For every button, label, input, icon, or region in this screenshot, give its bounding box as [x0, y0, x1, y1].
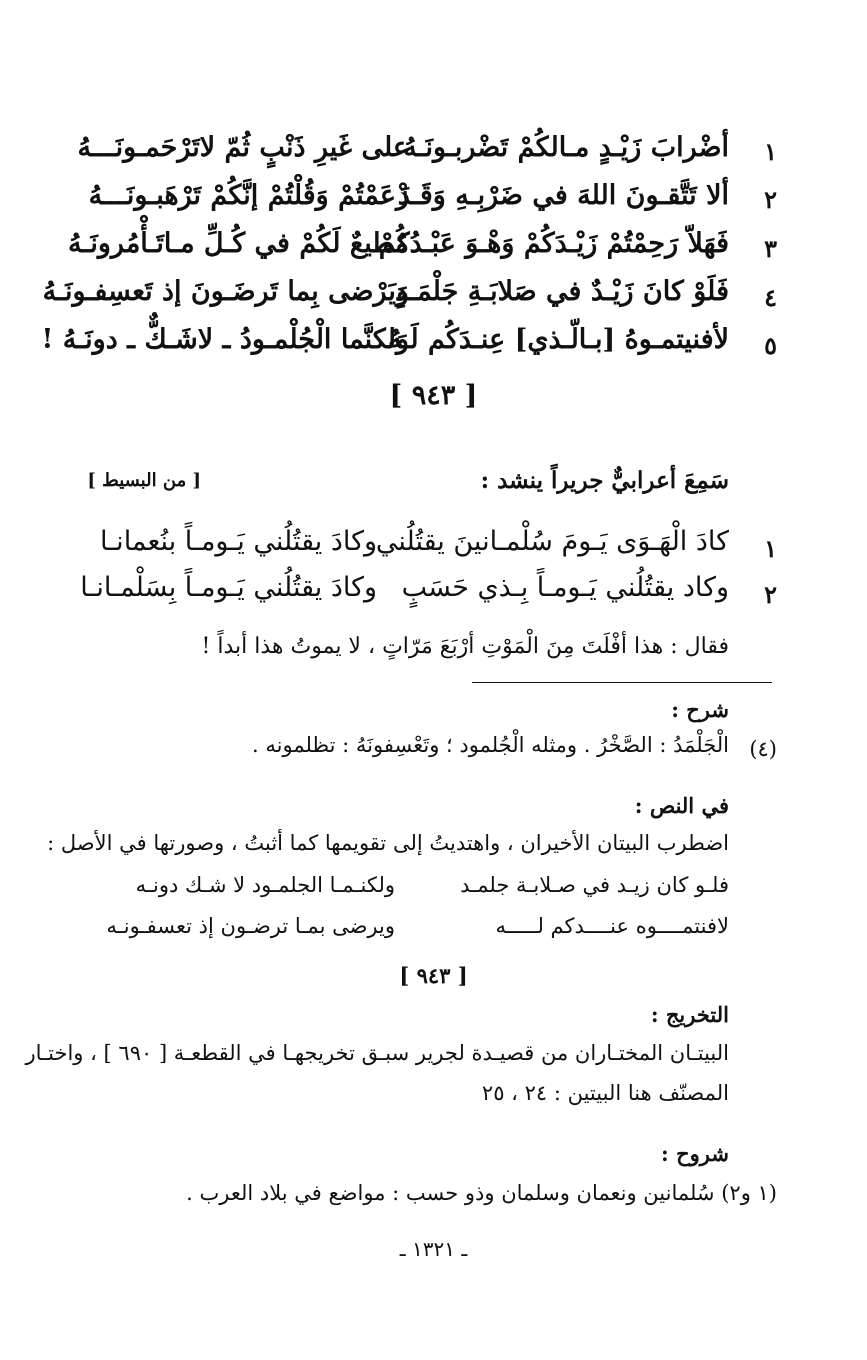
- verse-first-hemistich: ألا تَتَّقـونَ اللهَ في ضَرْبِـهِ وَقَـدْ: [397, 180, 729, 211]
- intro-line: سَمِعَ أعرابيٌّ جريراً ينشد :: [480, 467, 729, 494]
- section-number: [ ٩٤٣ ]: [389, 380, 478, 411]
- verse-first-hemistich: فَلَوْ كانَ زَيْـدٌ في صَلابَـةِ جَلْمَـدٍ: [394, 276, 729, 307]
- verse-number: ٣: [764, 234, 777, 263]
- sharh-number: (٤): [749, 737, 777, 761]
- verse-second-hemistich: وكادَ يقتُلُني يَـومـاً بنُعمانـا: [100, 526, 377, 557]
- verse-number: ٤: [764, 283, 777, 312]
- verse-second-hemistich: وَيَرْضى بِما تَرضَـونَ إذ تَعسِفـونَـهُ: [42, 276, 409, 307]
- nass-text: اضطرب البيتان الأخيران ، واهتديتُ إلى تقويمها كما أثبتُ ، وصورتها في الأصل :: [47, 831, 729, 855]
- verse-number: ٢: [764, 185, 777, 214]
- takhrij-text-line2: المصنّف هنا البيتين : ٢٤ ، ٢٥: [481, 1081, 729, 1105]
- shuruh-text: (١ و٢) سُلمانين ونعمان وسلمان وذو حسب : مواضع في بلاد العرب .: [186, 1181, 777, 1205]
- sharh-heading: شرح :: [671, 697, 729, 722]
- meter-label: [ من البسيط ]: [87, 470, 201, 491]
- verse-first-hemistich: أضْرابَ زَيْـدٍ مـالكُمْ تَضْربـونَـهُ: [403, 132, 729, 163]
- original-second-hemistich: ويرضى بمـا ترضـون إذ تعسفـونـه: [106, 914, 395, 938]
- verse-first-hemistich: كادَ الْهَـوَى يَـومَ سُلْمـانينَ يقتُلُني: [375, 526, 729, 557]
- verse-first-hemistich: لأفنيتمـوهُ [بـالّـذي] عِنـدَكُم لَـهُ: [388, 324, 729, 355]
- shuruh-heading: شروح :: [661, 1141, 729, 1166]
- verse-number: ٢: [764, 580, 777, 609]
- sharh-text: الْجَلْمَدُ : الصَّخْرُ . ومثله الْجُلمود ؛ وتَعْسِفونَهُ : تظلمونه .: [252, 733, 729, 757]
- verse-first-hemistich: وكاد يقتُلُني يَـومـاً بِـذي حَسَبٍ: [401, 572, 729, 603]
- verse-second-hemistich: وَلكنَّما الْجُلْمـودُ ـ لاشَـكٌّ ـ دونَـهُ !: [41, 324, 409, 355]
- takhrij-text-line1: البيتـان المختـاران من قصيـدة لجرير سبـق تخريجهـا في القطعـة [ ٦٩٠ ] ، واختـار: [25, 1041, 729, 1065]
- nass-heading: في النص :: [634, 793, 729, 818]
- narration-line: فقال : هذا أفْلَتَ مِنَ الْمَوْتِ أرْبَعَ مَرّاتٍ ، لا يموتُ هذا أبداً !: [201, 634, 729, 659]
- verse-number: ١: [764, 137, 777, 166]
- verse-second-hemistich: وكادَ يقتُلُني يَـومـاً بِسَلْمـانـا: [80, 572, 377, 603]
- verse-second-hemistich: مُطيعٌ لَكُمْ في كُـلِّ مـاتَـأْمُرونَـهُ: [67, 228, 409, 259]
- original-first-hemistich: لافنتمــــوه عنــــدكم لـــــه: [495, 914, 729, 938]
- original-second-hemistich: ولكنـمـا الجلمـود لا شـك دونـه: [135, 873, 395, 897]
- verse-first-hemistich: فَهَلاّ رَحِمْتُمْ زَيْـدَكُمْ وَهْـوَ عَبْـدُكُمْ: [378, 228, 729, 259]
- verse-number: ٥: [764, 331, 777, 360]
- original-first-hemistich: فلـو كان زيـد في صـلابـة جلمـد: [460, 873, 729, 897]
- section-number-note: [ ٩٤٣ ]: [399, 963, 468, 988]
- verse-number: ١: [764, 534, 777, 563]
- page-number: ـ ١٣٢١ ـ: [399, 1237, 468, 1261]
- takhrij-heading: التخريج :: [650, 1002, 729, 1027]
- verse-second-hemistich: زَعَمْتُمْ وَقُلْتُمْ إنَّكُمْ تَرْهَبـونَـــهُ: [88, 180, 409, 211]
- footnote-separator: [472, 682, 772, 683]
- verse-second-hemistich: على غَيرِ ذَنْبٍ ثُمّ لاتَرْحَمـونَـــهُ: [77, 132, 409, 163]
